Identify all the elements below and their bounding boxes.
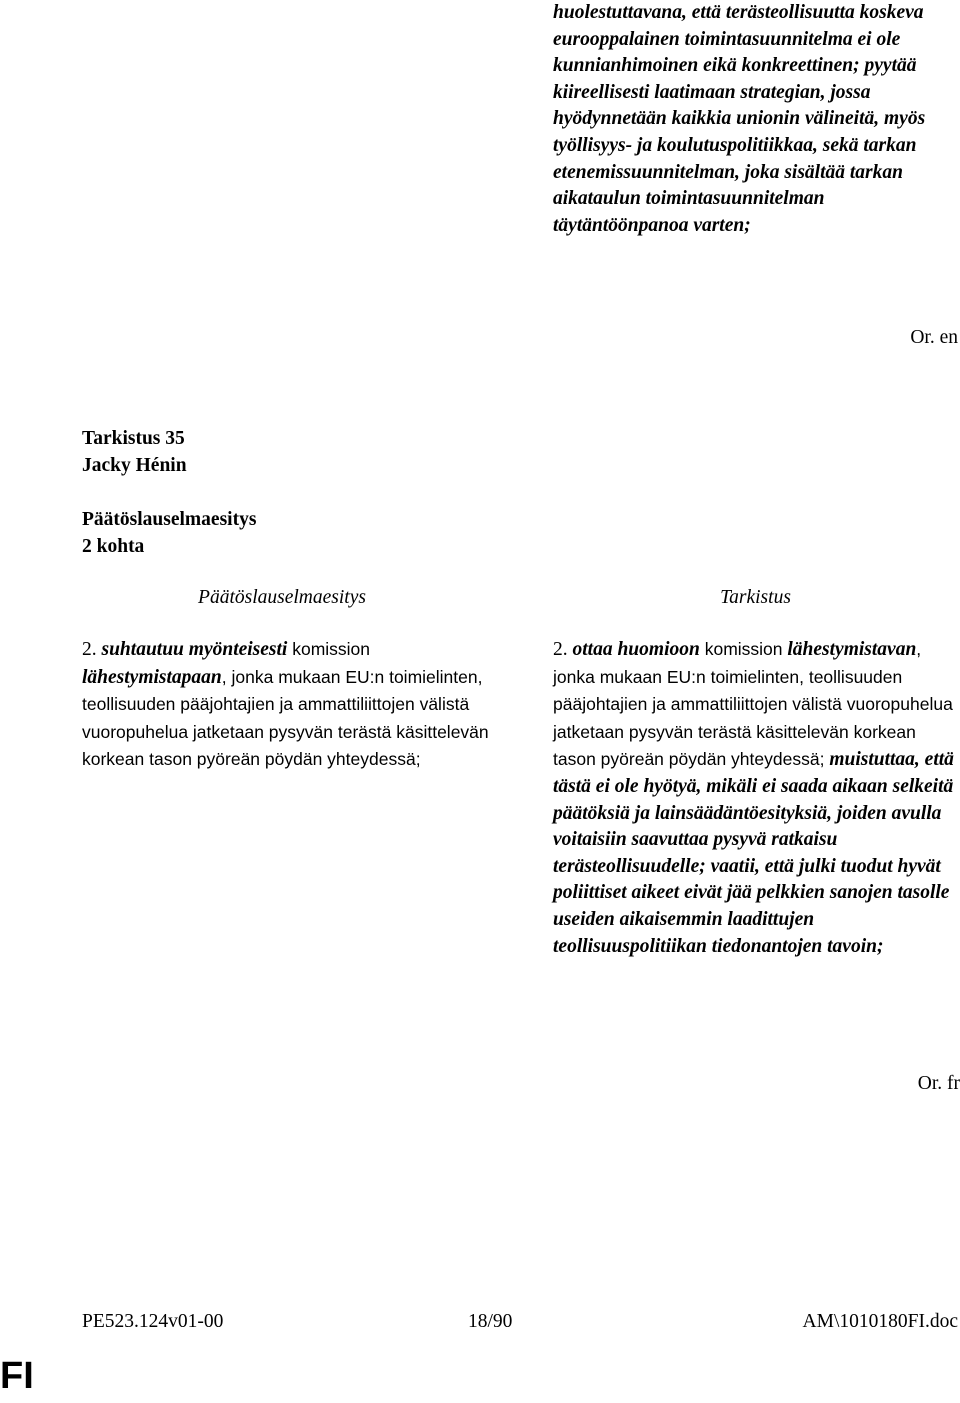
emphasis-text: lähestymistavan [787, 639, 917, 660]
original-text-column [82, 636, 502, 774]
footer-file-name: AM\1010180FI.doc [802, 1311, 958, 1332]
previous-amendment-text: huolestuttavana, että terästeollisuutta koskeva eurooppalainen toimintasuunnitelma ei ole kunnianhimoinen eikä konkreettinen; pyytää kiireellisesti laatimaan strategian, jossa hyödynnetään kaikkia unionin välineitä, myös työllisyys- ja koulutuspolitiikkaa, sekä tarkan etenemissuunnitelman, joka sisältää tarkan aikataulun toimintasuunnitelman täytäntöönpanoa varten; [553, 2, 926, 236]
amendment-label: Tarkistus 35 [82, 428, 185, 449]
point-number: 2. [553, 639, 573, 660]
amendment-header [82, 426, 187, 479]
original-language-fr: Or. fr [917, 1073, 960, 1094]
footer-page-number: 18/90 [468, 1311, 513, 1332]
point-number: 2. [82, 639, 102, 660]
section-title: Päätöslauselmaesitys [82, 509, 257, 530]
section-point: 2 kohta [82, 535, 145, 557]
original-language-en: Or. en [910, 327, 958, 348]
body-text: , jonka mukaan EU:n toimielinten, teollisuuden pääjohtajien ja ammattiliittojen välistä vuoropuhelua jatketaan pysyvän terästä käsittelevän korkean tason pyöreän pöydän yhteydessä; [553, 639, 953, 770]
amendment-author: Jacky Hénin [82, 454, 187, 476]
language-code: FI [0, 1355, 34, 1397]
emphasis-text: ottaa huomioon [572, 639, 700, 660]
body-text: komission [287, 639, 371, 659]
emphasis-text: suhtautuu myönteisesti [101, 639, 288, 660]
amendment-text-column [553, 636, 958, 960]
right-column-title: Tarkistus [720, 587, 791, 608]
emphasis-text: muistuttaa, että tästä ei ole hyötyä, mikäli ei saada aikaan selkeitä päätöksiä ja lainsäädäntöesityksiä, joiden avulla voitaisiin saavuttaa pysyvä ratkaisu terästeollisuudelle; vaatii, että julki tuodut hyvät poliittiset aikeet eivät jää pelkkien sanojen tasolle useiden aikaisemmin laadittujen teollisuuspolitiikan tiedonantojen tavoin; [553, 749, 954, 957]
body-text: komission [699, 639, 788, 659]
body-text: , jonka mukaan EU:n toimielinten, teollisuuden pääjohtajien ja ammattiliittojen välistä vuoropuhelua jatketaan pysyvän terästä käsittelevän korkean tason pyöreän pöydän yhteydessä; [82, 666, 489, 770]
left-column-title: Päätöslauselmaesitys [198, 587, 366, 608]
section-header [82, 507, 256, 560]
footer-doc-ref: PE523.124v01-00 [82, 1311, 224, 1332]
emphasis-text: lähestymistapaan [82, 666, 222, 688]
